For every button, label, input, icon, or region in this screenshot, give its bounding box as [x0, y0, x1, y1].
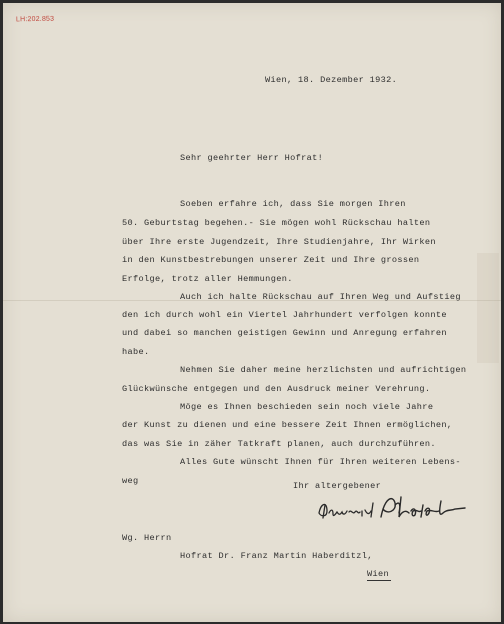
body-line: und dabei so manchen geistigen Gewinn und Anregung erfahren	[122, 328, 447, 338]
city-underline	[367, 580, 391, 581]
body-line: Erfolge, trotz aller Hemmungen.	[122, 274, 293, 284]
body-line: 50. Geburtstag begehen.- Sie mögen wohl Rückschau halten	[122, 218, 431, 228]
address-name: Hofrat Dr. Franz Martin Haberditzl,	[180, 551, 373, 561]
stamp-ghost	[477, 253, 499, 363]
date-line: Wien, 18. Dezember 1932.	[265, 75, 398, 85]
body-line: Alles Gute wünscht Ihnen für Ihren weiteren Lebens-	[180, 457, 461, 467]
body-line: Möge es Ihnen beschieden sein noch viele Jahre	[180, 402, 434, 412]
body-line: der Kunst zu dienen und eine bessere Zeit Ihnen ermöglichen,	[122, 420, 453, 430]
body-line: Nehmen Sie daher meine herzlichsten und aufrichtigen	[180, 365, 467, 375]
body-line: Auch ich halte Rückschau auf Ihren Weg und Aufstieg	[180, 292, 461, 302]
archive-number: LH:202.853	[15, 15, 55, 24]
body-line: den ich durch wohl ein Viertel Jahrhundert verfolgen konnte	[122, 310, 447, 320]
body-line: Glückwünsche entgegen und den Ausdruck meiner Verehrung.	[122, 384, 431, 394]
body-line: in den Kunstbestrebungen unserer Zeit und Ihre grossen	[122, 255, 420, 265]
handwritten-signature	[315, 491, 485, 527]
body-line: über Ihre erste Jugendzeit, Ihre Studienjahre, Ihr Wirken	[122, 237, 436, 247]
closing: Ihr altergebener	[293, 481, 382, 491]
body-line: habe.	[122, 347, 150, 357]
letter-sheet	[3, 3, 501, 622]
body-line: weg	[122, 476, 139, 486]
address-city: Wien	[367, 569, 390, 579]
body-line: das was Sie in zäher Tatkraft planen, auch durchzuführen.	[122, 439, 436, 449]
body-line: Soeben erfahre ich, dass Sie morgen Ihren	[180, 199, 406, 209]
address-prefix: Wg. Herrn	[122, 533, 172, 543]
salutation: Sehr geehrter Herr Hofrat!	[180, 153, 324, 163]
